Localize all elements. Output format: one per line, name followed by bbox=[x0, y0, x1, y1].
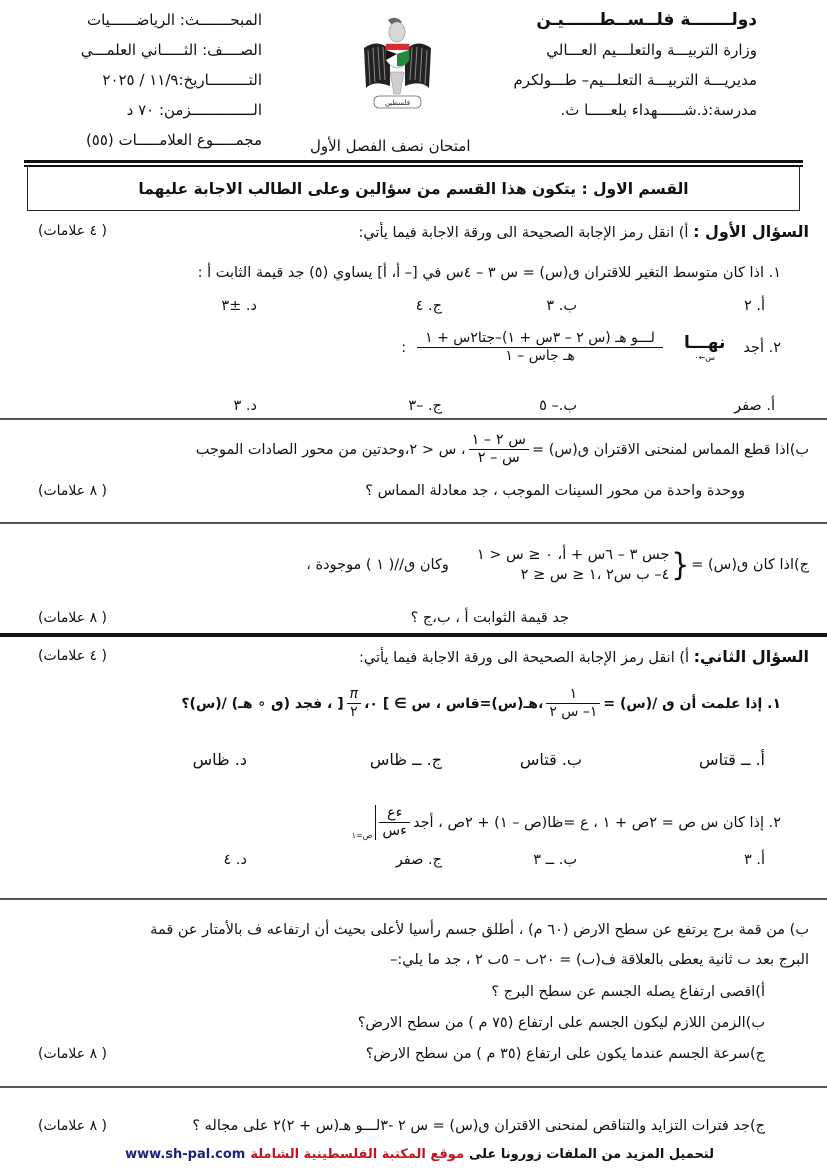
q2-part-b-sub-a: أ)اقصى ارتفاع يصله الجسم عن سطح البرج ؟ bbox=[491, 984, 765, 1000]
q2-item2-choice-a[interactable]: أ. ٣ bbox=[743, 852, 765, 868]
limit-subscript: س←٠ bbox=[694, 353, 716, 362]
q1-label: السؤال الأول : bbox=[693, 222, 809, 241]
q2-item1-lead: ١. إذا علمت أن ٯ /(س) = bbox=[603, 695, 781, 712]
q2-label: السؤال الثاني: bbox=[693, 647, 809, 666]
fraction-denominator: ءس bbox=[382, 823, 407, 839]
q2-item1-tail: [ ، فجد (ٯ ∘ هـ) /(س)؟ bbox=[181, 695, 344, 712]
fraction-numerator: لـــو هـ (س ٢ – ٣س + ١)–جتا٢س + ١ bbox=[417, 330, 663, 348]
q2-part-b-marks: ( ٨ علامات) bbox=[38, 1046, 108, 1062]
q1-item2-choice-c[interactable]: ج. –٣ bbox=[408, 398, 442, 414]
footer-text: لتحميل المزيد من الملفات زورونا على bbox=[469, 1147, 714, 1162]
fraction-denominator: س – ٢ bbox=[477, 450, 520, 466]
fraction-numerator: π bbox=[347, 686, 361, 704]
footer-site-name: موقع المكتبة الفلسطينية الشاملة bbox=[250, 1147, 465, 1162]
q2-item2-choice-d[interactable]: د. ٤ bbox=[223, 852, 247, 868]
divider bbox=[0, 898, 827, 900]
fraction-denominator: ٢ bbox=[350, 704, 358, 720]
q1-item1-choice-c[interactable]: ج. ٤ bbox=[415, 298, 442, 314]
divider bbox=[0, 418, 827, 420]
q1-item2-question bbox=[401, 330, 781, 365]
q2-item1-choice-b[interactable]: ب. قتاس bbox=[519, 750, 582, 769]
section-one-box bbox=[27, 167, 800, 211]
q1-part-a-marks: ( ٤ علامات) bbox=[38, 223, 108, 239]
q1-item2-suffix: : bbox=[401, 339, 407, 356]
q1-intro-text: أ) انقل رمز الإجابة الصحيحة الى ورقة الاجابة فيما يأتي: bbox=[358, 225, 689, 241]
q1-part-c-tail: وكان ٯ//( ١ ) موجودة ، bbox=[306, 557, 449, 573]
q1-part-b-line2: ووحدة واحدة من محور السينات الموجب ، جد معادلة المماس ؟ bbox=[365, 483, 745, 499]
q1-part-c-line2: جد قيمة الثوابت أ ، ب،ج ؟ bbox=[410, 610, 569, 626]
q1-part-b-line1 bbox=[196, 432, 809, 467]
section-one-title: القسم الاول : يتكون هذا القسم من سؤالين وعلى الطالب الاجابة عليهما bbox=[138, 179, 689, 198]
subject-field: المبحـــــــث: الرياضــــــيات bbox=[86, 11, 262, 29]
fraction-numerator: ءع bbox=[379, 805, 410, 823]
divider bbox=[0, 522, 827, 524]
fraction-denominator: هـ جاس – ١ bbox=[505, 348, 575, 364]
fraction-numerator: س ٢ – ١ bbox=[469, 432, 529, 450]
q1-part-c-lead: ج)اذا كان ٯ(س) = bbox=[691, 557, 809, 573]
footer-banner bbox=[125, 1147, 714, 1162]
q2-item2-choice-b[interactable]: ب. ــ ٣ bbox=[533, 852, 577, 868]
q1-item1-text: ١. اذا كان متوسط التغير للاقتران ٯ(س) = س ٣ – ٤س في [– أ، أ] يساوي (٥) جد قيمة الثابت أ : bbox=[197, 265, 781, 281]
limit-operator bbox=[684, 333, 725, 362]
q1-item1-choice-d[interactable]: د. ±٣ bbox=[221, 298, 257, 314]
divider bbox=[0, 1086, 827, 1088]
q2-item2-text bbox=[352, 805, 781, 840]
piecewise-cases bbox=[477, 545, 670, 585]
q1-part-b-fraction bbox=[469, 432, 529, 467]
q1-part-c-line1 bbox=[306, 545, 809, 585]
q2-item2-choice-c[interactable]: ج. صفر bbox=[395, 852, 442, 868]
q2-intro-text: أ) انقل رمز الإجابة الصحيحة الى ورقة الاجابة فيما يأتي: bbox=[359, 650, 690, 666]
exam-title: امتحان نصف الفصل الأول bbox=[310, 137, 471, 155]
q1-item1-choice-b[interactable]: ب. ٣ bbox=[546, 298, 577, 314]
q2-part-b-line1: ب) من قمة برج يرتفع عن سطح الارض (٦٠ م) ، أطلق جسم رأسيا لأعلى بحيث أن ارتفاعه ف بالأمتار عن قمة bbox=[150, 922, 809, 938]
q1-part-b-tail: ، س < ٢،وحدتين من محور الصادات الموجب bbox=[195, 441, 466, 458]
q2-part-c-marks: ( ٨ علامات) bbox=[38, 1118, 108, 1134]
footer-url-link[interactable]: www.sh-pal.com bbox=[125, 1147, 246, 1162]
brace-icon: { bbox=[671, 546, 690, 583]
q1-item2-choice-b[interactable]: ب.– ٥ bbox=[539, 398, 577, 414]
q2-part-c-text: ج)جد فترات التزايد والتناقص لمنحنى الاقتران ٯ(س) = س ٢ -٣لـــو هـ(س + ٢)٢ على مجاله ؟ bbox=[192, 1118, 765, 1134]
date-field: التـــــــــاريخ:١١/٩ / ٢٠٢٥ bbox=[102, 71, 262, 89]
q1-item2-choice-d[interactable]: د. ٣ bbox=[233, 398, 257, 414]
q2-item1-fraction bbox=[546, 686, 600, 721]
q2-item1-text bbox=[181, 686, 781, 721]
evaluation-point: ص=١ bbox=[351, 831, 373, 840]
total-marks-field: مجمـــــوع العلامـــــات (٥٥) bbox=[85, 131, 262, 149]
q2-part-b-sub-c: ج)سرعة الجسم عندما يكون على ارتفاع (٣٥ م ) من سطح الارض؟ bbox=[365, 1046, 765, 1062]
q2-part-a-marks: ( ٤ علامات) bbox=[38, 648, 108, 664]
emblem-label: فلسطين bbox=[384, 99, 411, 107]
q1-item2-prefix: ٢. أجد bbox=[743, 339, 781, 356]
header-divider-thick bbox=[24, 160, 803, 163]
divider-thick bbox=[0, 633, 827, 637]
q1-part-c-marks: ( ٨ علامات) bbox=[38, 610, 108, 626]
q2-item2-lead: ٢. إذا كان س ص = ٢ص + ١ ، ع =ظا(ص – ١) + ٢ص ، أجد bbox=[412, 814, 781, 831]
ministry-name: وزارة التربيـــة والتعلـــيم العـــالي bbox=[546, 41, 757, 59]
q2-item1-choice-a[interactable]: أ. ــ قتاس bbox=[699, 750, 765, 769]
q1-item2-choice-a[interactable]: أ. صفر bbox=[734, 398, 775, 414]
q1-part-b-marks: ( ٨ علامات) bbox=[38, 483, 108, 499]
q1-part-b-lead: ب)اذا قطع المماس لمنحنى الاقتران ٯ(س) = bbox=[531, 441, 809, 458]
q2-item1-choice-c[interactable]: ج. ــ ظاس bbox=[369, 750, 442, 769]
fraction-denominator: ١– س ٢ bbox=[549, 704, 598, 720]
palestine-emblem-icon bbox=[360, 14, 435, 114]
case-1: جس ٣ – ٦س + أ، ٠ ≤ س < ١ bbox=[476, 547, 670, 563]
q2-item1-choice-d[interactable]: د. ظاس bbox=[192, 750, 247, 769]
q2-part-b-sub-b: ب)الزمن اللازم ليكون الجسم على ارتفاع (٧٥ م ) من سطح الارض؟ bbox=[357, 1015, 765, 1031]
school-name: مدرسة:ذ.شــــــهداء بلعـــــا ث. bbox=[560, 101, 757, 119]
limit-symbol: نهـــا bbox=[683, 333, 726, 353]
q1-item1-choice-a[interactable]: أ. ٢ bbox=[743, 298, 765, 314]
case-2: ٤– ب س٢ ،١ ≤ س ≤ ٢ bbox=[520, 567, 670, 583]
fraction-numerator: ١ bbox=[546, 686, 600, 704]
directorate-name: مديريـــة التربيـــة التعلـــيم– طـــولكرم bbox=[513, 71, 757, 89]
pi-over-two-fraction bbox=[347, 686, 361, 721]
q2-part-a-intro bbox=[359, 647, 809, 666]
time-field: الــــــــــــــزمن: ٧٠ د bbox=[126, 101, 262, 119]
q2-item1-middle: ،هـ(س)=قاس ، س ∋ ] ٠، bbox=[364, 695, 544, 712]
derivative-fraction bbox=[375, 805, 410, 840]
q1-item2-fraction bbox=[417, 330, 663, 365]
state-name: دولـــــــة فلــســطــــــيـن bbox=[536, 10, 757, 30]
q1-part-a-intro bbox=[358, 222, 809, 241]
grade-field: الصــــف: الثـــــاني العلمـــي bbox=[80, 41, 262, 59]
q2-part-b-line2: البرج بعد ٮ ثانية يعطى بالعلاقة ف(ٮ) = ٢٠ٮ – ٥ٮ ٢ ، جد ما يلي:– bbox=[390, 952, 809, 968]
